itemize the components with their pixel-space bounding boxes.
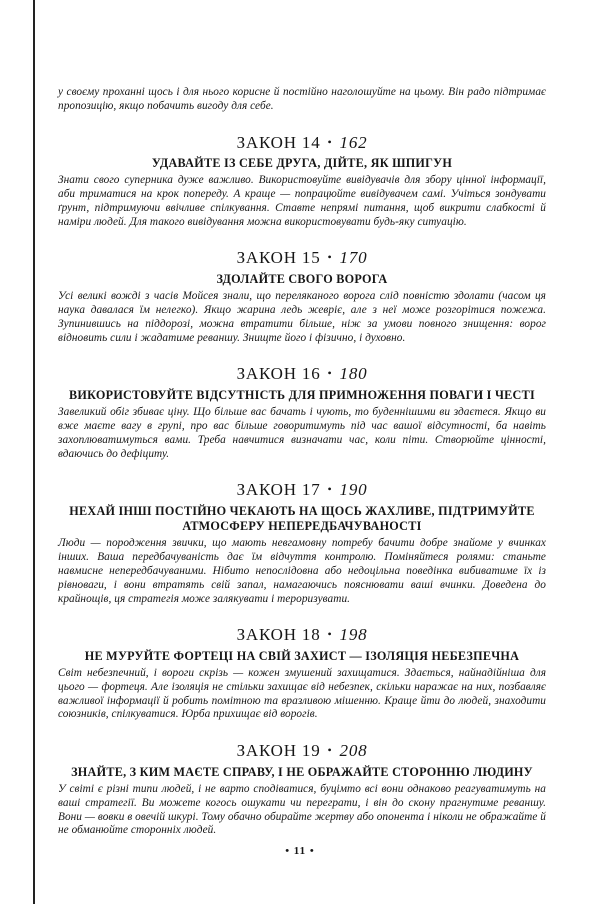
law-summary: Світ небезпечний, і вороги скрізь — кожен змушений захищатися. Здається, найнадійніша для цього — фортеця. Але ізоляція не стільки захищає від небезпек, скільки наражає на них, позбавляє важливої інформації й робить помітною та вразливою мішенню. Краще йти до людей, знаходити союзників, спілкуватися. Юрба прихищає від ворогів.	[58, 667, 546, 721]
law-label: ЗАКОН 18	[236, 625, 321, 645]
law-page-ref: 162	[339, 132, 368, 152]
law-title: НЕХАЙ ІНШІ ПОСТІЙНО ЧЕКАЮТЬ НА ЩОСЬ ЖАХЛИВЕ, ПІДТРИМУЙТЕ АТМОСФЕРУ НЕПЕРЕДБАЧУВАНОСТІ	[69, 503, 535, 534]
page-content	[58, 86, 546, 838]
law-heading	[58, 133, 546, 153]
law-title: НЕ МУРУЙТЕ ФОРТЕЦІ НА СВІЙ ЗАХИСТ — ІЗОЛЯЦІЯ НЕБЕЗПЕЧНА	[84, 648, 520, 663]
law-heading	[58, 364, 546, 384]
law-summary: Завеликий обіг збиває ціну. Що більше вас бачать і чують, то буденнішими ви здаєтеся. Якщо ви вже маєте вагу в групі, про вас більше говоритимуть під час вашої відсутності, ба навіть захоплюватимуться вами. Треба навчитися визначати час, коли піти. Створюйте цінності, вдаючись до дефіциту.	[58, 406, 546, 460]
law-section-17	[58, 480, 546, 606]
law-title: ВИКОРИСТОВУЙТЕ ВІДСУТНІСТЬ ДЛЯ ПРИМНОЖЕННЯ ПОВАГИ І ЧЕСТІ	[69, 387, 535, 402]
bullet-separator: •	[327, 482, 333, 497]
bullet-separator: •	[327, 743, 333, 758]
law-page-ref: 180	[339, 364, 368, 384]
law-heading	[58, 741, 546, 761]
law-section-14	[58, 133, 546, 230]
law-section-15	[58, 248, 546, 345]
bullet-separator: •	[327, 627, 333, 642]
law-section-19	[58, 741, 546, 838]
law-section-16	[58, 364, 546, 461]
law-summary: Усі великі вожді з часів Мойсея знали, що переляканого ворога слід повністю здолати (часом ця наука давалася їм нелегко). Якщо жарина ледь жевріє, але з неї може розгорітися пожежа. Зупинившись на піддорозі, можна втратити більше, ніж за умови повного знищення: ворог відновить сили і жадатиме реваншу. Знищте його і фізично, і духовно.	[58, 290, 546, 344]
law-summary: Люди — породження звички, що мають невгамовну потребу бачити добре знайоме у вчинках інших. Ваша передбачуваність дає їм відчуття контролю. Поміняйтеся ролями: станьте навмисне непередбачуваними. Нібито непослідовна або недоцільна поведінка вибиватиме їх із рівноваги, і вони втратять свій запал, намагаючись пояснювати ваші вчинки. Доведена до крайнощів, ця стратегія може залякувати і тероризувати.	[58, 537, 546, 605]
law-page-ref: 190	[339, 480, 368, 500]
law-heading	[58, 625, 546, 645]
law-title: ЗДОЛАЙТЕ СВОГО ВОРОГА	[216, 272, 388, 287]
law-heading	[58, 248, 546, 268]
law-label: ЗАКОН 15	[236, 248, 321, 268]
law-page-ref: 208	[339, 741, 368, 761]
law-label: ЗАКОН 16	[236, 364, 321, 384]
law-title: ЗНАЙТЕ, З КИМ МАЄТЕ СПРАВУ, І НЕ ОБРАЖАЙТЕ СТОРОННЮ ЛЮДИНУ	[71, 764, 533, 779]
page-number: • 11 •	[285, 845, 315, 857]
law-label: ЗАКОН 17	[236, 480, 321, 500]
law-section-18	[58, 625, 546, 722]
intro-paragraph: у своєму проханні щось і для нього корисне й постійно наголошуйте на цьому. Він радо підтримає пропозицію, якщо побачить вигоду для себе.	[58, 86, 546, 112]
bullet-separator: •	[327, 366, 333, 381]
page-edge-line	[33, 0, 35, 904]
bullet-separator: •	[327, 134, 333, 149]
law-page-ref: 198	[339, 625, 368, 645]
law-label: ЗАКОН 19	[236, 741, 321, 761]
bullet-separator: •	[327, 250, 333, 265]
law-label: ЗАКОН 14	[236, 132, 321, 152]
law-title: УДАВАЙТЕ ІЗ СЕБЕ ДРУГА, ДІЙТЕ, ЯК ШПИГУН	[151, 156, 453, 171]
law-summary: Знати свого суперника дуже важливо. Використовуйте вивідувачів для збору цінної інформації, аби триматися на крок попереду. А краще — попрацюйте вивідувачем самі. Учіться зондувати ґрунт, підтримуючи ввічливе спілкування. Ставте непрямі питання, щоб викрити слабкості й наміри людей. Для такого вивідування можна використовувати будь-яку ситуацію.	[58, 174, 546, 228]
law-summary: У світі є різні типи людей, і не варто сподіватися, буцімто всі вони однаково реагуватимуть на ваші стратегії. Ви можете когось ошукати чи переграти, і він до скону прагнутиме реваншу. Вони — вовки в овечій шкурі. Тому обачно обирайте жертву або опонента і ніколи не ображайте й не обманюйте сторонніх людей.	[58, 783, 546, 837]
law-page-ref: 170	[339, 248, 368, 268]
law-heading	[58, 480, 546, 500]
